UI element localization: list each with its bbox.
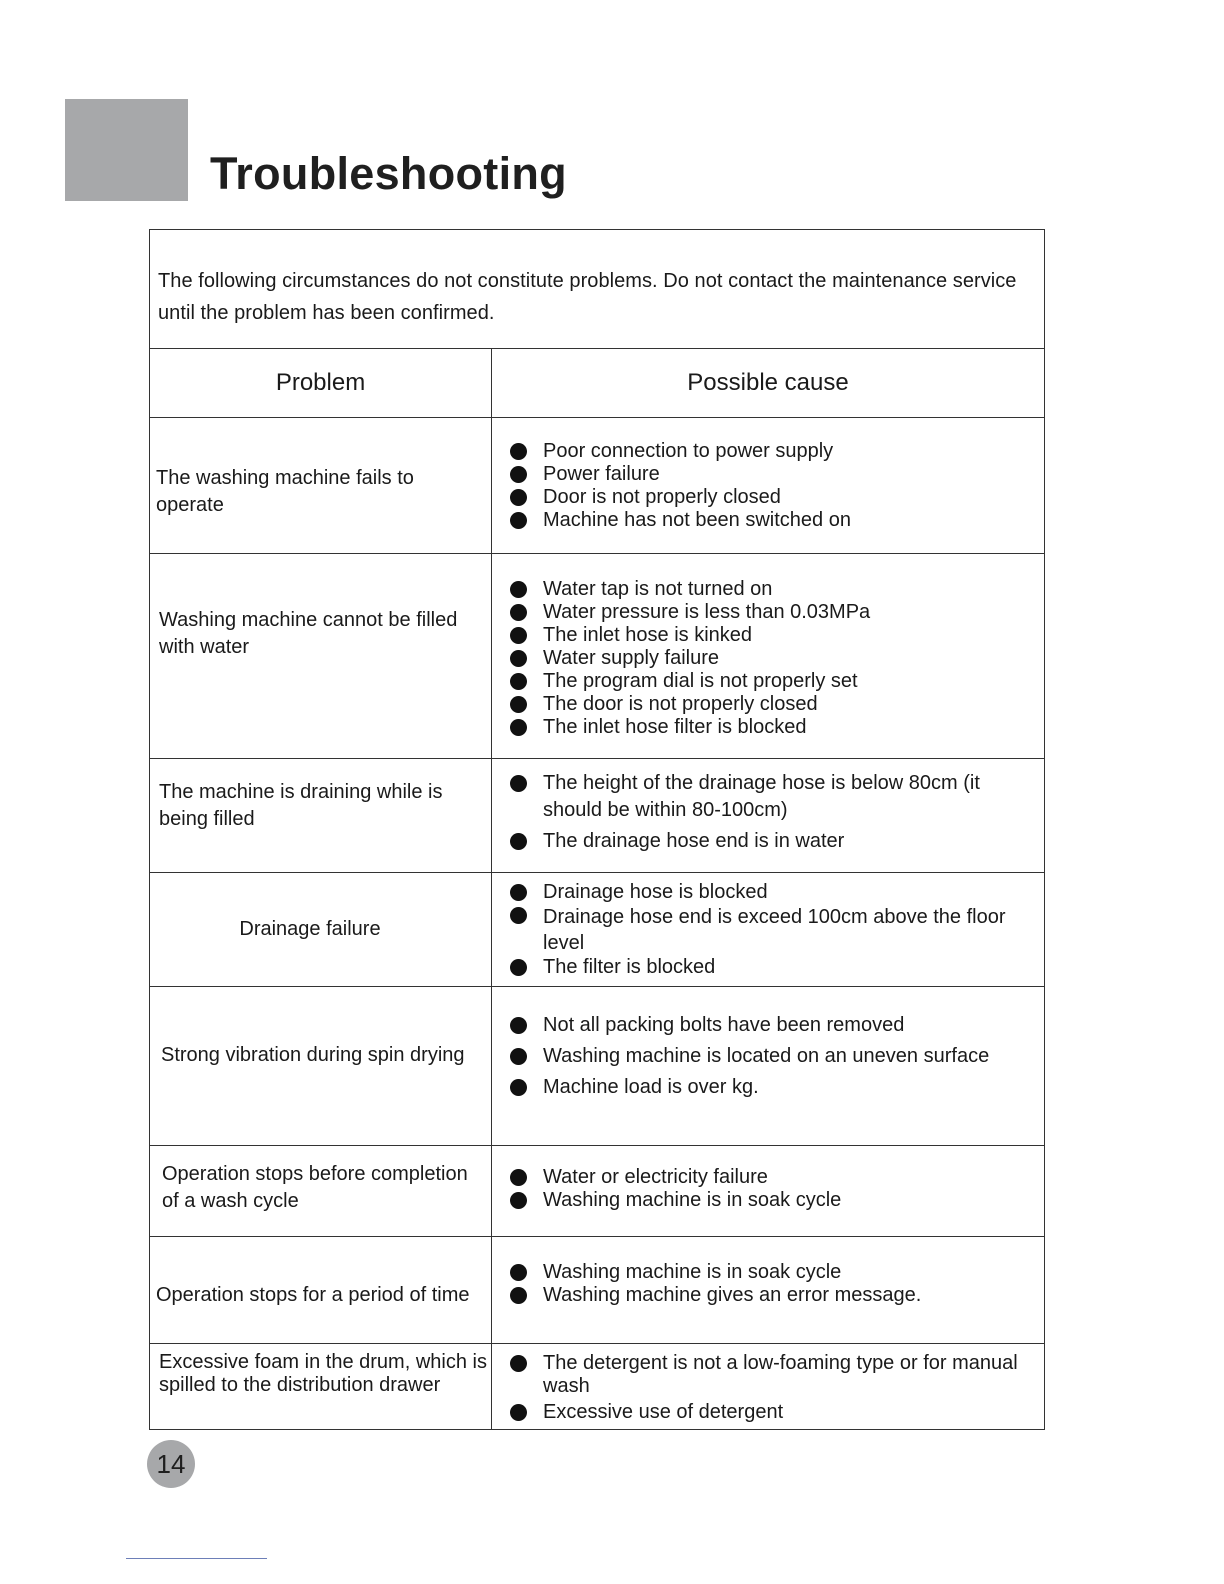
table-row — [150, 759, 1044, 873]
page-title: Troubleshooting — [210, 148, 567, 199]
cause-cell — [492, 759, 1044, 872]
table-row — [150, 1146, 1044, 1237]
cause-item: Water pressure is less than 0.03MPa — [510, 601, 1034, 624]
cause-item: Power failure — [510, 463, 1034, 486]
page-number-badge: 14 — [147, 1440, 195, 1488]
cause-item: Poor connection to power supply — [510, 440, 1034, 463]
problem-cell: The washing machine fails to operate — [156, 466, 414, 516]
table-header-row — [150, 349, 1044, 418]
table-row — [150, 1237, 1044, 1344]
cause-item: The program dial is not properly set — [510, 670, 1034, 693]
header-possible-cause: Possible cause — [687, 369, 849, 396]
table-row — [150, 987, 1044, 1146]
cause-item: Water supply failure — [510, 647, 1034, 670]
cause-cell — [492, 1237, 1044, 1343]
problem-cell: The machine is draining while is being filled — [159, 781, 443, 830]
header-problem: Problem — [275, 369, 366, 396]
section-marker-block — [65, 99, 188, 201]
problem-cell: Operation stops before completion of a wash cycle — [162, 1163, 468, 1212]
cause-item: Washing machine gives an error message. — [510, 1284, 1034, 1307]
intro-text: The following circumstances do not constitute problems. Do not contact the maintenance service until the problem has been confirmed. — [150, 230, 1044, 349]
cause-cell — [492, 1344, 1044, 1430]
cause-item: Water or electricity failure — [510, 1166, 1034, 1189]
problem-cell: Strong vibration during spin drying — [161, 1043, 465, 1066]
cause-item: Drainage hose end is exceed 100cm above the floor level — [510, 904, 1034, 956]
cause-item: The detergent is not a low-foaming type or for manual wash — [510, 1352, 1034, 1398]
cause-item: Excessive use of detergent — [510, 1401, 1034, 1424]
cause-item: Drainage hose is blocked — [510, 881, 1034, 904]
cause-cell — [492, 987, 1044, 1145]
cause-item: The inlet hose filter is blocked — [510, 716, 1034, 739]
cause-cell — [492, 418, 1044, 553]
table-row — [150, 873, 1044, 987]
cause-item: Not all packing bolts have been removed — [510, 1012, 1034, 1039]
cause-cell — [492, 873, 1044, 986]
cause-item: Washing machine is in soak cycle — [510, 1261, 1034, 1284]
cause-item: The drainage hose end is in water — [510, 828, 1034, 855]
problem-cell: Operation stops for a period of time — [156, 1283, 470, 1306]
troubleshooting-table — [149, 229, 1045, 1430]
cause-item: The inlet hose is kinked — [510, 624, 1034, 647]
problem-cell: Drainage failure — [239, 918, 381, 940]
table-row — [150, 418, 1044, 554]
cause-item: Machine has not been switched on — [510, 509, 1034, 532]
table-row — [150, 1344, 1044, 1430]
cause-item: Door is not properly closed — [510, 486, 1034, 509]
problem-cell: Excessive foam in the drum, which is spilled to the distribution drawer — [159, 1351, 487, 1396]
problem-cell: Washing machine cannot be filled with water — [159, 609, 458, 658]
table-row — [150, 554, 1044, 759]
cause-cell — [492, 554, 1044, 758]
cause-item: The height of the drainage hose is below 80cm (it should be within 80-100cm) — [510, 770, 1034, 824]
cause-item: Machine load is over kg. — [510, 1074, 1034, 1101]
cause-item: Water tap is not turned on — [510, 578, 1034, 601]
cause-item: Washing machine is located on an uneven surface — [510, 1043, 1034, 1070]
footer-rule — [126, 1558, 267, 1559]
cause-item: Washing machine is in soak cycle — [510, 1189, 1034, 1212]
cause-item: The door is not properly closed — [510, 693, 1034, 716]
cause-cell — [492, 1146, 1044, 1236]
cause-item: The filter is blocked — [510, 956, 1034, 979]
